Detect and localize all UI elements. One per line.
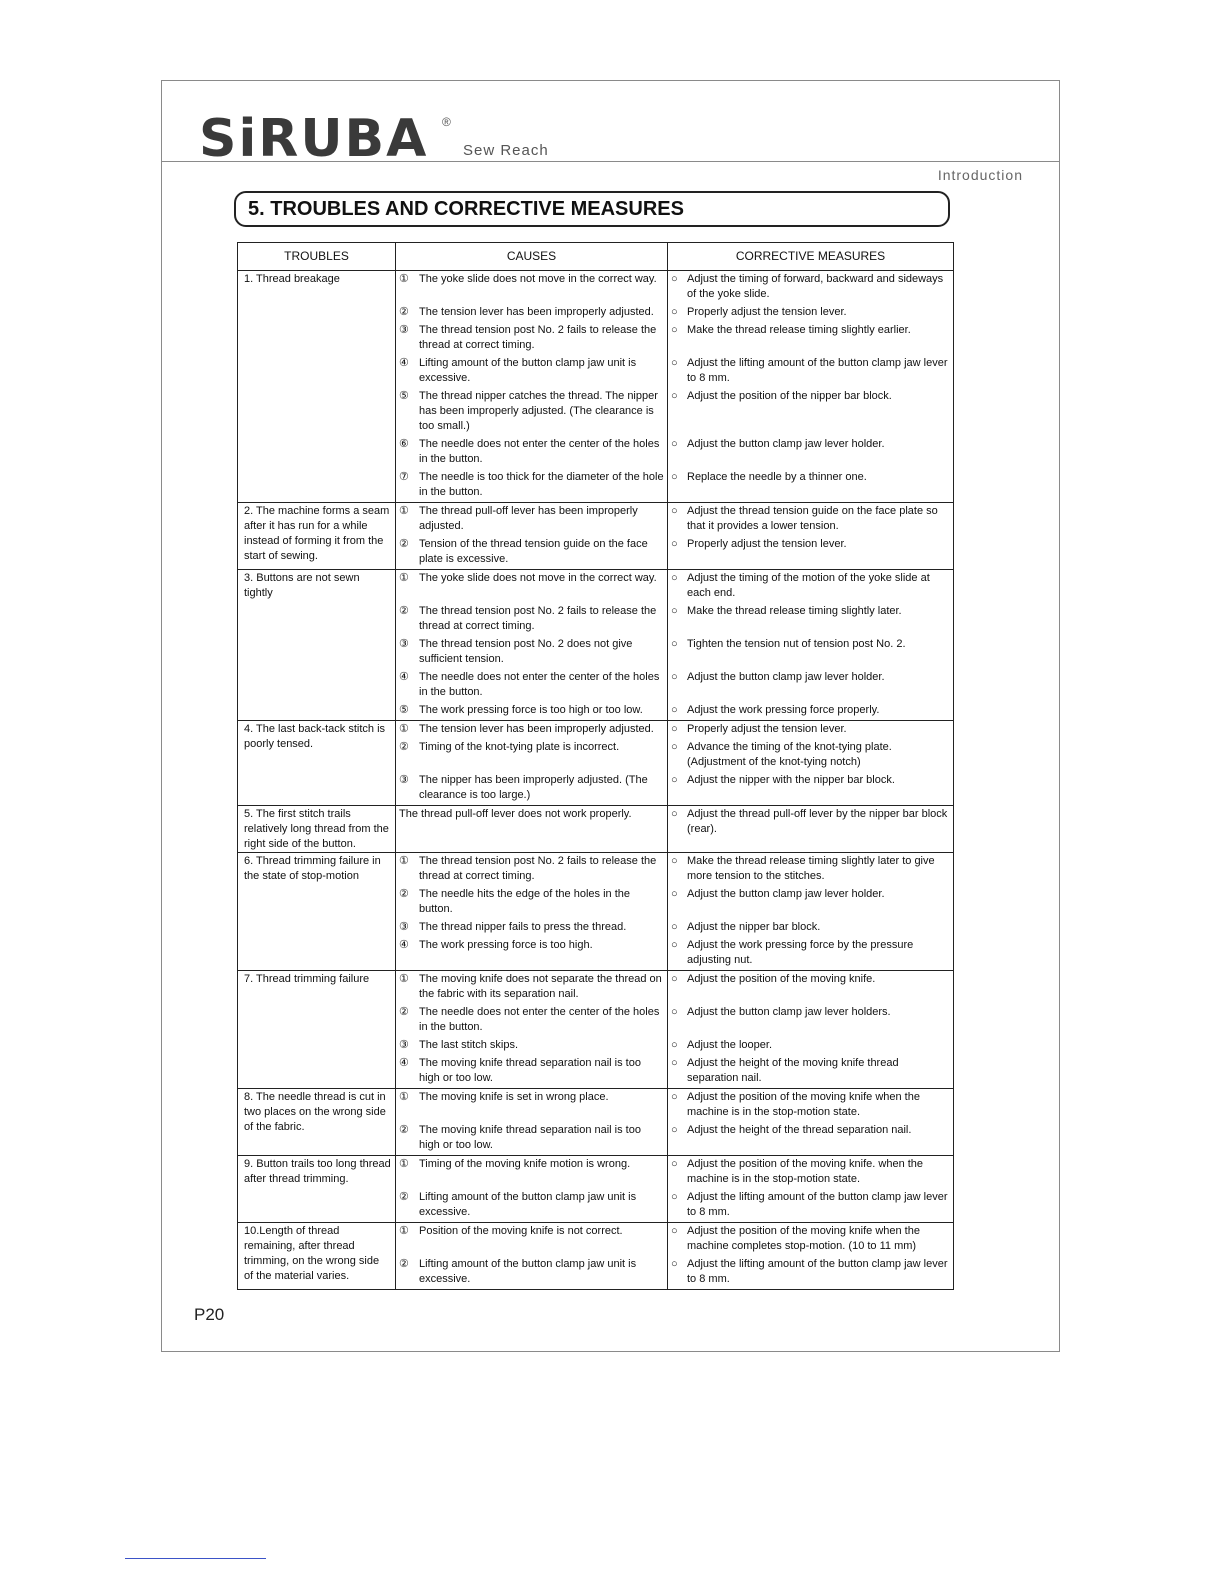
bullet-circle-icon: ○ — [671, 357, 678, 369]
bullet-circle-icon: ○ — [671, 273, 678, 285]
cause-cell — [396, 1037, 668, 1055]
cause-text: The tension lever has been improperly adjusted. — [419, 723, 654, 735]
table-row — [238, 570, 954, 604]
cause-cell — [396, 1004, 668, 1037]
measure-text: Adjust the work pressing force by the pressure adjusting nut. — [687, 939, 914, 966]
measure-cell — [668, 304, 954, 322]
measure-cell — [668, 388, 954, 436]
cause-number: ① — [399, 1225, 409, 1237]
measure-text: Adjust the lifting amount of the button clamp jaw lever to 8 mm. — [687, 357, 948, 384]
cause-cell — [396, 603, 668, 636]
bullet-circle-icon: ○ — [671, 1039, 678, 1051]
table-row — [238, 971, 954, 1005]
cause-number: ⑤ — [399, 390, 409, 402]
bullet-circle-icon: ○ — [671, 1057, 678, 1069]
cause-text: The moving knife thread separation nail is too high or too low. — [419, 1057, 641, 1084]
cause-text: The needle does not enter the center of the holes in the button. — [419, 671, 660, 698]
measure-cell — [668, 669, 954, 702]
bullet-circle-icon: ○ — [671, 324, 678, 336]
measure-text: Replace the needle by a thinner one. — [687, 471, 867, 483]
trouble-cell: 3. Buttons are not sewn tightly — [238, 570, 396, 721]
measure-text: Adjust the thread tension guide on the face plate so that it provides a lower tension. — [687, 505, 938, 532]
measure-cell — [668, 971, 954, 1005]
measure-cell — [668, 853, 954, 887]
measure-text: Adjust the height of the moving knife thread separation nail. — [687, 1057, 899, 1084]
cause-number: ⑦ — [399, 471, 409, 483]
measure-cell — [668, 1189, 954, 1223]
measure-cell — [668, 503, 954, 537]
cause-text: The thread tension post No. 2 fails to release the thread at correct timing. — [419, 605, 657, 632]
cause-text: The needle hits the edge of the holes in the button. — [419, 888, 630, 915]
table-row — [238, 271, 954, 305]
cause-number: ② — [399, 1124, 409, 1136]
bullet-circle-icon: ○ — [671, 888, 678, 900]
trouble-cell: 8. The needle thread is cut in two places on the wrong side of the fabric. — [238, 1089, 396, 1156]
bullet-circle-icon: ○ — [671, 438, 678, 450]
measure-cell — [668, 1223, 954, 1257]
cause-number: ② — [399, 1258, 409, 1270]
table-row — [238, 1223, 954, 1257]
measure-cell — [668, 702, 954, 721]
cause-text: The last stitch skips. — [419, 1039, 519, 1051]
bullet-circle-icon: ○ — [671, 939, 678, 951]
bullet-circle-icon: ○ — [671, 774, 678, 786]
measure-text: Adjust the thread pull-off lever by the nipper bar block (rear). — [687, 808, 948, 835]
footer-rule — [125, 1558, 266, 1559]
cause-text: The thread tension post No. 2 does not give sufficient tension. — [419, 638, 633, 665]
cause-text: The needle does not enter the center of the holes in the button. — [419, 438, 660, 465]
cause-cell — [396, 1089, 668, 1123]
col-header-measures: CORRECTIVE MEASURES — [668, 243, 954, 271]
table-row — [238, 1156, 954, 1190]
measure-text: Properly adjust the tension lever. — [687, 306, 847, 318]
bullet-circle-icon: ○ — [671, 390, 678, 402]
measure-text: Advance the timing of the knot-tying plate. (Adjustment of the knot-tying notch) — [687, 741, 892, 768]
cause-cell — [396, 1223, 668, 1257]
page-title: 5. TROUBLES AND CORRECTIVE MEASURES — [234, 191, 950, 227]
cause-cell — [396, 469, 668, 503]
cause-text: Lifting amount of the button clamp jaw unit is excessive. — [419, 1191, 637, 1218]
cause-cell — [396, 271, 668, 305]
measure-cell — [668, 937, 954, 971]
measure-text: Adjust the position of the moving knife. when the machine is in the stop-motion state. — [687, 1158, 924, 1185]
cause-number: ② — [399, 1006, 409, 1018]
measure-cell — [668, 1004, 954, 1037]
cause-cell — [396, 355, 668, 388]
measure-text: Adjust the work pressing force properly. — [687, 704, 880, 716]
cause-text: Tension of the thread tension guide on the face plate is excessive. — [419, 538, 648, 565]
brand-tagline: Sew Reach — [463, 142, 549, 159]
table-row — [238, 853, 954, 887]
cause-cell — [396, 1122, 668, 1156]
bullet-circle-icon: ○ — [671, 1225, 678, 1237]
bullet-circle-icon: ○ — [671, 605, 678, 617]
measure-text: Adjust the timing of forward, backward and sideways of the yoke slide. — [687, 273, 944, 300]
measure-cell — [668, 886, 954, 919]
cause-text: Timing of the moving knife motion is wrong. — [419, 1158, 631, 1170]
cause-cell — [396, 503, 668, 537]
trouble-cell: 10.Length of thread remaining, after thread trimming, on the wrong side of the material varies. — [238, 1223, 396, 1290]
bullet-circle-icon: ○ — [671, 921, 678, 933]
bullet-circle-icon: ○ — [671, 471, 678, 483]
measure-text: Adjust the lifting amount of the button clamp jaw lever to 8 mm. — [687, 1191, 948, 1218]
cause-text: The tension lever has been improperly adjusted. — [419, 306, 654, 318]
measure-text: Make the thread release timing slightly later to give more tension to the stitches. — [687, 855, 935, 882]
measure-text: Adjust the button clamp jaw lever holder. — [687, 438, 885, 450]
cause-cell — [396, 304, 668, 322]
cause-number: ② — [399, 741, 409, 753]
cause-cell — [396, 937, 668, 971]
measure-text: Adjust the button clamp jaw lever holder. — [687, 671, 885, 683]
cause-cell — [396, 1189, 668, 1223]
measure-cell — [668, 1089, 954, 1123]
cause-cell — [396, 772, 668, 806]
cause-cell — [396, 919, 668, 937]
cause-cell — [396, 436, 668, 469]
cause-number: ④ — [399, 671, 409, 683]
bullet-circle-icon: ○ — [671, 306, 678, 318]
cause-number: ① — [399, 1091, 409, 1103]
table-row — [238, 1089, 954, 1123]
bullet-circle-icon: ○ — [671, 572, 678, 584]
cause-cell — [396, 853, 668, 887]
cause-text: Lifting amount of the button clamp jaw unit is excessive. — [419, 1258, 637, 1285]
measure-text: Properly adjust the tension lever. — [687, 538, 847, 550]
measure-text: Adjust the timing of the motion of the yoke slide at each end. — [687, 572, 930, 599]
cause-number: ① — [399, 1158, 409, 1170]
cause-cell — [396, 1055, 668, 1089]
header-divider — [162, 161, 1059, 162]
cause-number: ② — [399, 605, 409, 617]
measure-text: Adjust the looper. — [687, 1039, 773, 1051]
bullet-circle-icon: ○ — [671, 723, 678, 735]
cause-number: ① — [399, 505, 409, 517]
measure-text: Tighten the tension nut of tension post No. 2. — [687, 638, 906, 650]
measure-cell — [668, 436, 954, 469]
measure-cell — [668, 636, 954, 669]
cause-number: ④ — [399, 357, 409, 369]
measure-text: Adjust the position of the nipper bar block. — [687, 390, 892, 402]
bullet-circle-icon: ○ — [671, 505, 678, 517]
bullet-circle-icon: ○ — [671, 808, 678, 820]
cause-cell — [396, 1256, 668, 1290]
trouble-cell: 9. Button trails too long thread after thread trimming. — [238, 1156, 396, 1223]
measure-cell — [668, 772, 954, 806]
bullet-circle-icon: ○ — [671, 704, 678, 716]
cause-text: The work pressing force is too high. — [419, 939, 593, 951]
measure-cell — [668, 1256, 954, 1290]
cause-text: The thread tension post No. 2 fails to release the thread at correct timing. — [419, 855, 657, 882]
table-body — [238, 271, 954, 1290]
cause-number: ⑤ — [399, 704, 409, 716]
table-header-row — [238, 243, 954, 271]
cause-cell — [396, 570, 668, 604]
page-number: P20 — [194, 1305, 225, 1324]
table-row — [238, 721, 954, 740]
bullet-circle-icon: ○ — [671, 855, 678, 867]
measure-cell — [668, 1122, 954, 1156]
cause-text: Timing of the knot-tying plate is incorrect. — [419, 741, 620, 753]
measure-cell — [668, 806, 954, 853]
cause-text: The nipper has been improperly adjusted. (The clearance is too large.) — [419, 774, 648, 801]
cause-number: ③ — [399, 774, 409, 786]
table-row — [238, 806, 954, 853]
trouble-cell: 7. Thread trimming failure — [238, 971, 396, 1089]
cause-text: The work pressing force is too high or too low. — [419, 704, 643, 716]
cause-cell — [396, 1156, 668, 1190]
section-label: Introduction — [937, 167, 1023, 183]
cause-number: ② — [399, 306, 409, 318]
cause-text: The moving knife thread separation nail is too high or too low. — [419, 1124, 641, 1151]
cause-text: The moving knife does not separate the thread on the fabric with its separation nail. — [419, 973, 662, 1000]
troubles-table — [237, 242, 954, 1290]
bullet-circle-icon: ○ — [671, 1006, 678, 1018]
measure-cell — [668, 919, 954, 937]
cause-number: ① — [399, 273, 409, 285]
cause-cell — [396, 739, 668, 772]
trouble-cell: 5. The first stitch trails relatively long thread from the right side of the button. — [238, 806, 396, 853]
trouble-cell: 2. The machine forms a seam after it has run for a while instead of forming it from the start of sewing. — [238, 503, 396, 570]
trouble-cell: 1. Thread breakage — [238, 271, 396, 503]
cause-number: ② — [399, 538, 409, 550]
cause-text: The thread nipper fails to press the thread. — [419, 921, 627, 933]
trouble-cell: 4. The last back-tack stitch is poorly tensed. — [238, 721, 396, 806]
cause-number: ① — [399, 572, 409, 584]
cause-text: The thread pull-off lever has been improperly adjusted. — [419, 505, 638, 532]
measure-text: Make the thread release timing slightly later. — [687, 605, 902, 617]
cause-number: ① — [399, 723, 409, 735]
cause-cell — [396, 669, 668, 702]
measure-text: Adjust the lifting amount of the button clamp jaw lever to 8 mm. — [687, 1258, 948, 1285]
measure-cell — [668, 570, 954, 604]
measure-text: Adjust the button clamp jaw lever holder. — [687, 888, 885, 900]
cause-text: Lifting amount of the button clamp jaw unit is excessive. — [419, 357, 637, 384]
bullet-circle-icon: ○ — [671, 1191, 678, 1203]
cause-number: ② — [399, 1191, 409, 1203]
cause-cell — [396, 536, 668, 570]
measure-cell — [668, 271, 954, 305]
measure-text: Adjust the height of the thread separation nail. — [687, 1124, 912, 1136]
cause-cell — [396, 806, 668, 853]
measure-cell — [668, 322, 954, 355]
registered-mark: ® — [442, 115, 451, 129]
measure-cell — [668, 603, 954, 636]
cause-text: The needle is too thick for the diameter of the hole in the button. — [419, 471, 664, 498]
measure-text: Make the thread release timing slightly earlier. — [687, 324, 911, 336]
cause-number: ③ — [399, 921, 409, 933]
cause-cell — [396, 721, 668, 740]
measure-cell — [668, 721, 954, 740]
measure-text: Properly adjust the tension lever. — [687, 723, 847, 735]
cause-cell — [396, 322, 668, 355]
measure-cell — [668, 536, 954, 570]
trouble-cell: 6. Thread trimming failure in the state of stop-motion — [238, 853, 396, 971]
cause-text: The thread pull-off lever does not work properly. — [399, 808, 632, 820]
bullet-circle-icon: ○ — [671, 1124, 678, 1136]
cause-cell — [396, 971, 668, 1005]
cause-number: ⑥ — [399, 438, 409, 450]
bullet-circle-icon: ○ — [671, 1258, 678, 1270]
measure-cell — [668, 1037, 954, 1055]
col-header-troubles: TROUBLES — [238, 243, 396, 271]
page-frame — [161, 80, 1060, 1352]
cause-number: ③ — [399, 324, 409, 336]
measure-cell — [668, 469, 954, 503]
brand-logo: SiRUBA — [199, 109, 429, 169]
cause-cell — [396, 702, 668, 721]
cause-number: ④ — [399, 939, 409, 951]
measure-text: Adjust the nipper bar block. — [687, 921, 821, 933]
cause-number: ③ — [399, 1039, 409, 1051]
measure-cell — [668, 355, 954, 388]
cause-text: The moving knife is set in wrong place. — [419, 1091, 609, 1103]
bullet-circle-icon: ○ — [671, 1158, 678, 1170]
cause-number: ② — [399, 888, 409, 900]
cause-cell — [396, 636, 668, 669]
measure-text: Adjust the nipper with the nipper bar block. — [687, 774, 895, 786]
bullet-circle-icon: ○ — [671, 1091, 678, 1103]
table-row — [238, 503, 954, 537]
measure-cell — [668, 1156, 954, 1190]
cause-number: ③ — [399, 638, 409, 650]
measure-cell — [668, 739, 954, 772]
bullet-circle-icon: ○ — [671, 741, 678, 753]
measure-cell — [668, 1055, 954, 1089]
measure-text: Adjust the position of the moving knife when the machine is in the stop-motion state. — [687, 1091, 920, 1118]
bullet-circle-icon: ○ — [671, 973, 678, 985]
cause-number: ① — [399, 973, 409, 985]
cause-cell — [396, 886, 668, 919]
bullet-circle-icon: ○ — [671, 638, 678, 650]
measure-text: Adjust the position of the moving knife. — [687, 973, 876, 985]
cause-number: ④ — [399, 1057, 409, 1069]
cause-cell — [396, 388, 668, 436]
cause-text: The yoke slide does not move in the correct way. — [419, 572, 657, 584]
col-header-causes: CAUSES — [396, 243, 668, 271]
bullet-circle-icon: ○ — [671, 671, 678, 683]
cause-text: The needle does not enter the center of the holes in the button. — [419, 1006, 660, 1033]
bullet-circle-icon: ○ — [671, 538, 678, 550]
measure-text: Adjust the button clamp jaw lever holders. — [687, 1006, 891, 1018]
cause-text: Position of the moving knife is not correct. — [419, 1225, 623, 1237]
cause-text: The thread tension post No. 2 fails to release the thread at correct timing. — [419, 324, 657, 351]
measure-text: Adjust the position of the moving knife when the machine completes stop-motion. (10 to 11 mm) — [687, 1225, 920, 1252]
cause-text: The thread nipper catches the thread. The nipper has been improperly adjusted. (The clearance is too small.) — [419, 390, 658, 432]
cause-number: ① — [399, 855, 409, 867]
cause-text: The yoke slide does not move in the correct way. — [419, 273, 657, 285]
